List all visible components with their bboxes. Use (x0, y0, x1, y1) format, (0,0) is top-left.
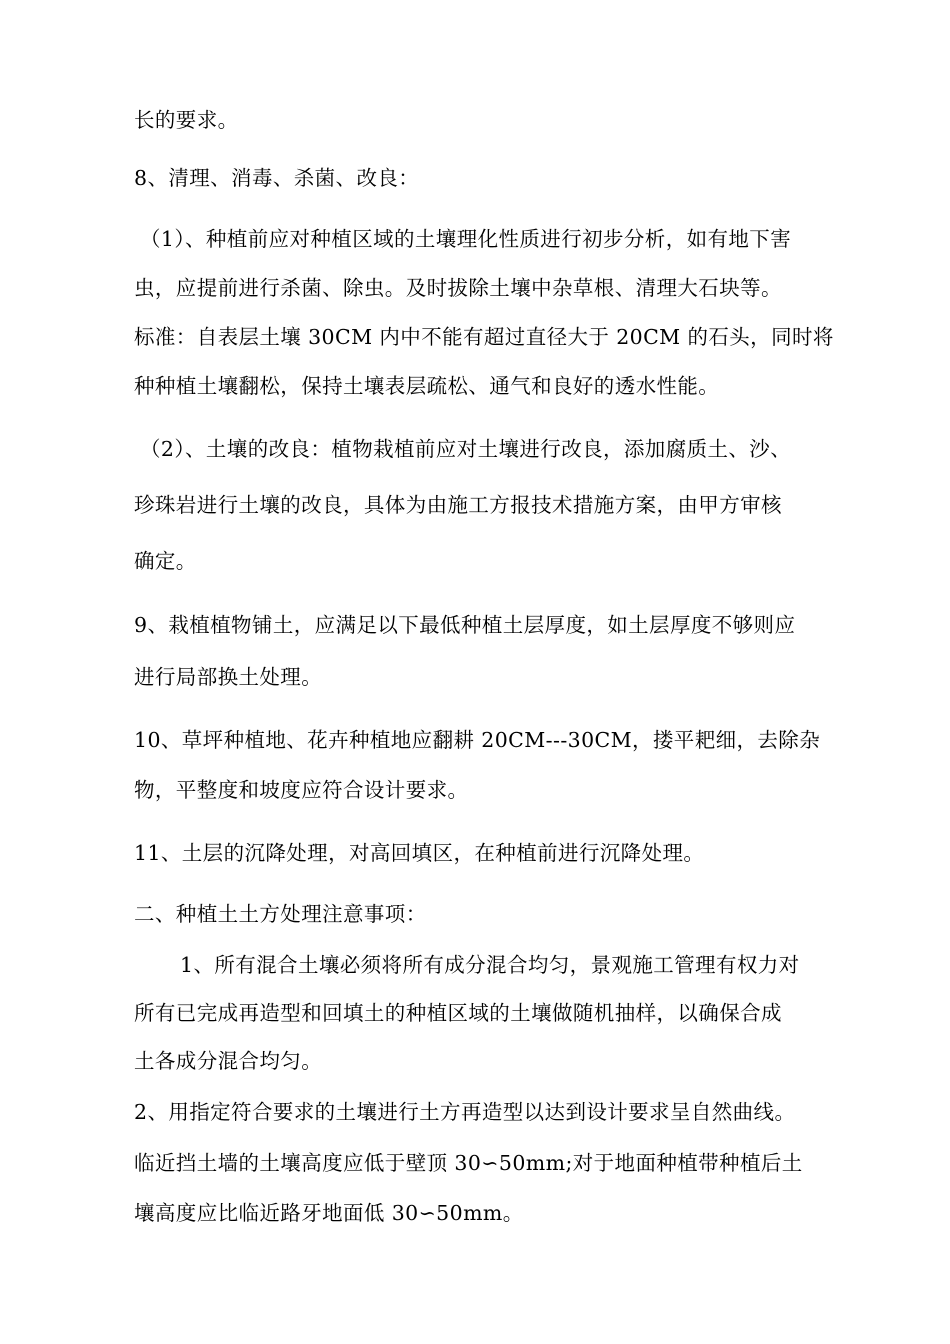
text-line: （2）、土壤的改良：植物栽植前应对土壤进行改良，添加腐质土、沙、 (140, 437, 792, 461)
text-line: 10、草坪种植地、花卉种植地应翻耕 20CM---30CM，搂平耙细，去除杂 (134, 728, 821, 752)
text-line: 2、用指定符合要求的土壤进行土方再造型以达到设计要求呈自然曲线。 (134, 1100, 796, 1124)
text-line: 临近挡土墙的土壤高度应低于壁顶 30∽50mm;对于地面种植带种植后土 (134, 1151, 803, 1175)
text-line: 壤高度应比临近路牙地面低 30∽50mm。 (134, 1201, 524, 1225)
text-line: 所有已完成再造型和回填土的种植区域的土壤做随机抽样，以确保合成 (134, 1001, 782, 1025)
text-line: 物，平整度和坡度应符合设计要求。 (134, 778, 469, 802)
text-line: 9、栽植植物铺土，应满足以下最低种植土层厚度，如土层厚度不够则应 (134, 613, 796, 637)
text-line: 珍珠岩进行土壤的改良，具体为由施工方报技术措施方案，由甲方审核 (134, 493, 782, 517)
text-line: 确定。 (134, 549, 197, 573)
section-heading: 二、种植土土方处理注意事项： (134, 902, 427, 926)
text-line: 长的要求。 (134, 108, 239, 132)
text-line: 土各成分混合均匀。 (134, 1049, 323, 1073)
text-line: 1、所有混合土壤必须将所有成分混合均匀，景观施工管理有权力对 (180, 953, 800, 977)
section-heading: 8、清理、消毒、杀菌、改良： (134, 166, 420, 190)
text-line: 11、土层的沉降处理，对高回填区，在种植前进行沉降处理。 (134, 841, 705, 865)
text-line: 标准：自表层土壤 30CM 内中不能有超过直径大于 20CM 的石头，同时将 (134, 325, 834, 349)
text-line: （1）、种植前应对种植区域的土壤理化性质进行初步分析，如有地下害 (140, 227, 792, 251)
text-line: 虫，应提前进行杀菌、除虫。及时拔除土壤中杂草根、清理大石块等。 (134, 276, 782, 300)
text-line: 种种植土壤翻松，保持土壤表层疏松、通气和良好的透水性能。 (134, 374, 720, 398)
text-line: 进行局部换土处理。 (134, 665, 323, 689)
